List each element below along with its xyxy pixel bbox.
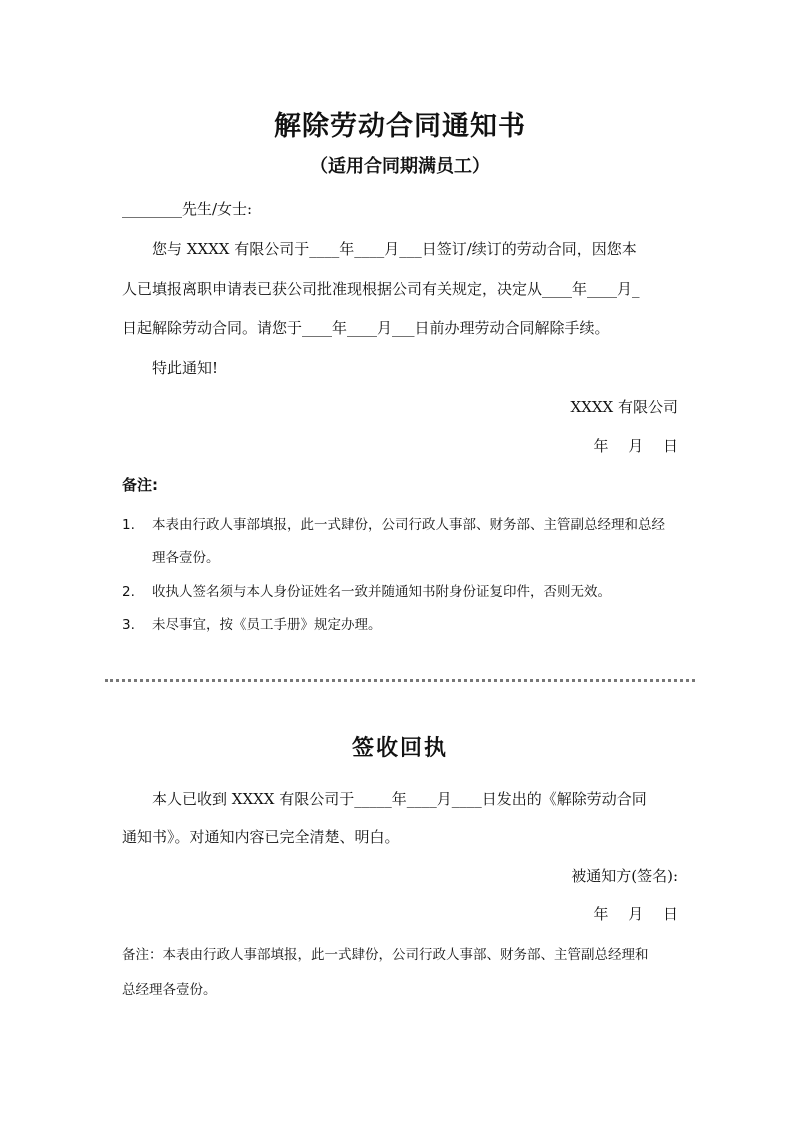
notice-date: 年 月 日	[593, 437, 678, 455]
note-number: 1.	[122, 517, 135, 533]
note-number: 2.	[122, 584, 135, 600]
receipt-paragraph-line-2: 通知书》。对通知内容已完全清楚、明白。	[122, 828, 400, 846]
note-item-1	[122, 513, 665, 533]
company-name: XXXX 有限公司	[570, 398, 678, 416]
note-item-3	[122, 613, 382, 633]
cut-line-divider	[105, 679, 695, 682]
receipt-title: 签收回执	[351, 736, 448, 761]
notice-title: 解除劳动合同通知书	[274, 111, 526, 142]
signature-label: 被通知方(签名):	[571, 867, 678, 885]
note-item-2	[122, 580, 611, 600]
receipt-paragraph-line-1: 本人已收到 XXXX 有限公司于_____年____月____日发出的《解除劳动合同	[152, 790, 647, 808]
receipt-note-line-2: 总经理各壹份。	[122, 982, 217, 998]
salutation: ________先生/女士:	[122, 200, 253, 218]
notes-heading: 备注:	[122, 476, 158, 494]
receipt-note-line-1: 备注：本表由行政人事部填报，此一式肆份，公司行政人事部、财务部、主管副总经理和	[122, 947, 649, 963]
notice-subtitle: （适用合同期满员工）	[310, 156, 490, 177]
notice-paragraph-line-3: 日起解除劳动合同。请您于____年____月___日前办理劳动合同解除手续。	[122, 319, 610, 337]
note-text: 未尽事宜，按《员工手册》规定办理。	[152, 617, 382, 633]
notice-paragraph-line-2: 人已填报离职申请表已获公司批准现根据公司有关规定，决定从____年____月_	[122, 280, 640, 298]
note-text: 收执人签名须与本人身份证姓名一致并随通知书附身份证复印件，否则无效。	[152, 584, 611, 600]
note-number: 3.	[122, 617, 135, 633]
note-text: 本表由行政人事部填报，此一式肆份，公司行政人事部、财务部、主管副总经理和总经	[152, 517, 665, 533]
note-item-1-continued: 理各壹份。	[152, 550, 220, 566]
notice-paragraph-line-1: 您与 XXXX 有限公司于____年____月___日签订/续订的劳动合同，因您本	[152, 240, 637, 258]
receipt-date: 年 月 日	[593, 905, 678, 923]
closing-text: 特此通知!	[152, 359, 219, 377]
